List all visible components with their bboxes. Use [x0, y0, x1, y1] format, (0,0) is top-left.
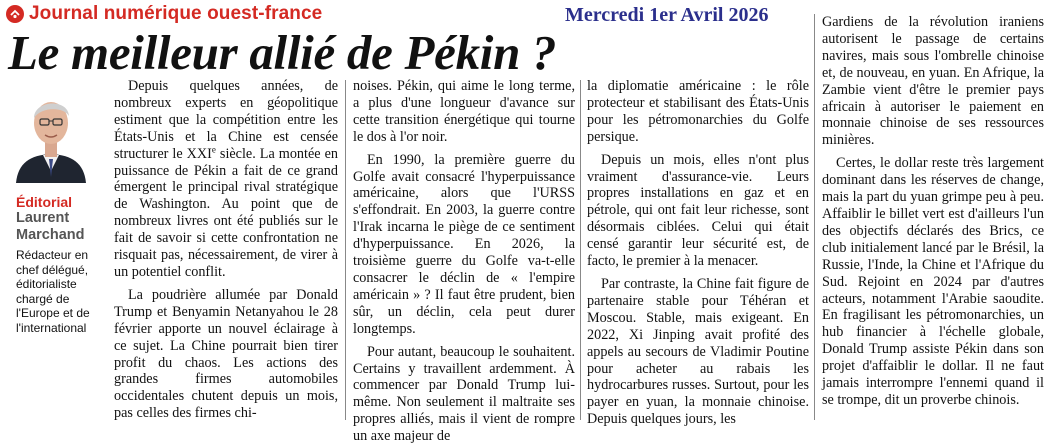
masthead-bar — [6, 2, 322, 26]
publication-name: Journal numérique ouest-france — [29, 3, 323, 24]
paragraph: La poudrière allumée par Donald Trump et Benyamin Netanyahou le 28 février apporte un nouvel éclairage à ce sujet. La Chine pourrait bien tirer profit du chaos. Les actions des grandes firmes automobiles occidentales chutent depuis un mois, pas celles des firmes chi- — [114, 286, 338, 422]
paragraph: Par contraste, la Chine fait figure de partenaire stable pour Téhéran et Moscou. Stable, mais exigeant. En 2022, Xi Jinping avait profité des appels au secours de Vladimir Poutine pour acheter au rabais les hydrocarbures russes. Surtout, pour les payer en yuan, la monnaie chinoise. Depuis quelques jours, les — [587, 275, 809, 428]
paragraph: Depuis quelques années, de nombreux experts en géopolitique estiment que la compétition entre les États-Unis et la Chine est censée structurer le XXIe siècle. La montée en puissance de Pékin a fait de ce grand émergent le principal rival stratégique de Washington. Au point que de nombreux livres ont été publiés sur le fait de savoir si cette confrontation ne risquait pas, nécessairement, de virer à un potentiel conflit. — [114, 78, 338, 280]
role-line: chargé de — [16, 291, 70, 306]
byline-box — [16, 194, 112, 335]
paragraph: noises. Pékin, qui aime le long terme, a plus d'une longueur d'avance sur cette transition énergétique qui tourne le dos à l'or noir. — [353, 78, 575, 145]
paragraph: En 1990, la première guerre du Golfe avait consacré l'hyperpuissance américaine, alors que l'URSS s'effondrait. En 2003, la guerre contre l'Irak incarna le piège de ce sentiment d'hyperpuissance. En 2026, la troisième guerre du Golfe va-t-elle consacrer le déclin de « l'empire américain » ? Il faut être prudent, bien sûr, un déclin, cela peut durer longtemps. — [353, 151, 575, 337]
issue-date: Mercredi 1er Avril 2026 — [565, 4, 769, 26]
paragraph: Pour autant, beaucoup le souhaitent. Certains y travaillent ardemment. À commencer par Donald Trump lui-même. Non seulement il maltraite ses propres alliés, mais il vient de rompre un axe majeur de — [353, 343, 575, 445]
author-portrait — [12, 85, 90, 183]
article-column-1 — [114, 78, 338, 422]
paragraph: Depuis un mois, elles n'ont plus vraiment d'assurance-vie. Leurs propres installations en gaz et en pétrole, qui ont fait leur richesse, sont désormais ciblées. Celui qui était censé garantir leur sécurité est, de facto, le premier à la menacer. — [587, 151, 809, 270]
headline: Le meilleur allié de Pékin ? — [8, 25, 557, 80]
ouest-france-logo-icon — [6, 5, 24, 23]
role-line: Rédacteur en — [16, 248, 89, 262]
article-column-2 — [353, 78, 575, 445]
column-divider — [814, 14, 815, 420]
paragraph: Gardiens de la révolution iraniens autorisent le passage de certains navires, mais sous l'ombrelle chinoise et, de nouveau, en yuan. En Afrique, la Zambie vient d'être le premier pays africain à autoriser le paiement en monnaie chinoise de ses ressources minières. — [822, 14, 1044, 149]
column-divider — [580, 80, 581, 420]
paragraph: Certes, le dollar reste très largement dominant dans les réserves de change, mais la part du yuan grimpe peu à peu. Affaiblir le billet vert est d'ailleurs l'un des objectifs déclarés des Brics, ce club initialement lancé par le Brésil, la Russie, l'Inde, la Chine et l'Afrique du Sud. Rejoint en 2024 par d'autres acteurs, notamment l'Arabie saoudite. En fragilisant les pétromonarchies, un hub financier à l'échelle globale, Donald Trump assiste Pékin dans son projet d'affaiblir le dollar. Il ne faut jamais interrompre l'ennemi quand il se trompe, dit un proverbe chinois. — [822, 155, 1044, 408]
role-line: chef délégué, — [16, 262, 89, 277]
role-line: l'Europe et de — [16, 306, 90, 320]
role-line: l'international — [16, 320, 87, 335]
paragraph: la diplomatie américaine : le rôle protecteur et stabilisant des États-Unis pour les pétromonarchies du Golfe persique. — [587, 78, 809, 145]
column-divider — [345, 80, 346, 420]
author-role — [16, 248, 112, 335]
author-last-name: Marchand — [16, 227, 85, 243]
role-line: éditorialiste — [16, 277, 77, 291]
article-column-3 — [587, 78, 809, 428]
author-first-name: Laurent — [16, 210, 70, 226]
article-column-4 — [822, 14, 1044, 409]
section-kicker: Éditorial — [16, 194, 73, 210]
